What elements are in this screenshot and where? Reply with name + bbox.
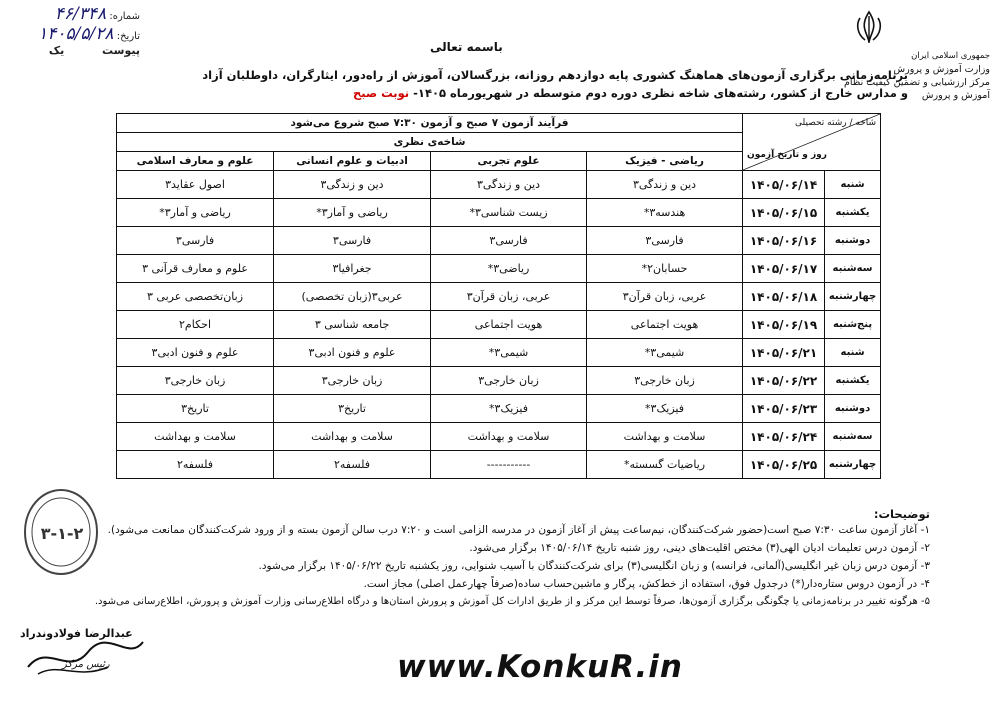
title-line-1: برنامه‌زمانی برگزاری آزمون‌های هماهنگ کشوری پایه دوازدهم روزانه، بزرگسالان، آموزش از راه‌دور، ایثارگران، داوطلبان آزاد [202,68,908,82]
note-item: ۳- آزمون درس زبان غیر انگلیسی(آلمانی، فرانسه) و زبان انگلیسی(۳) برای شرکت‌کنندگان با آسیب شنوایی، روز یکشنبه تاریخ ۱۴۰۵/۰۶/۲۲ برگزار می‌شود. [258,560,930,572]
notes-title: توضیحات: [873,507,930,521]
subject-cell: فیزیک۳* [587,395,743,423]
subject-cell: سلامت و بهداشت [274,423,431,451]
subject-cell: ریاضی و آمار۳* [274,199,431,227]
subject-cell: هندسه۳* [587,199,743,227]
title-line-2 [118,84,908,102]
signatory-name: عبدالرضا فولادوندراد [20,627,133,640]
date-cell: ۱۴۰۵/۰۶/۱۶ [743,227,825,255]
subject-cell: تاریخ۳ [274,395,431,423]
date-cell: ۱۴۰۵/۰۶/۱۵ [743,199,825,227]
note-item: ۴- در آزمون دروس ستاره‌دار(*) درجدول فوق، استفاده از خط‌کش، پرگار و ماشین‌حساب ساده(صرفاً چهارعمل اصلی) مجاز است. [363,578,930,590]
subject-cell: سلامت و بهداشت [431,423,587,451]
table-header-process-row [117,114,881,133]
table-row [117,339,881,367]
signatory-title: رئیس مرکز [62,659,110,670]
subject-cell: زبان خارجی۳ [274,367,431,395]
subject-cell: حسابان۲* [587,255,743,283]
column-header-experimental-sciences: علوم تجربی [431,152,587,171]
subject-cell: سلامت و بهداشت [117,423,274,451]
subject-cell: تاریخ۳ [117,395,274,423]
subject-cell: زبان‌تخصصی عربی ۳ [117,283,274,311]
stamp-number: ۳-۱-۲ [40,524,84,543]
day-cell: شنبه [825,339,881,367]
subject-cell: فارسی۳ [274,227,431,255]
date-cell: ۱۴۰۵/۰۶/۱۴ [743,171,825,199]
table-corner-cell [743,114,881,171]
table-row [117,171,881,199]
letter-date-label: تاریخ: [116,31,140,42]
table-row [117,283,881,311]
note-item: ۱- آغاز آزمون ساعت ۷:۳۰ صبح است(حضور شرکت‌کنندگان، نیم‌ساعت پیش از آغاز آزمون در مدرسه الزامی است و ۷:۲۰ درب سالن آزمون بسته و از ورود شرکت‌کنندگان ممانعت می‌شود). [107,524,930,536]
subject-cell: علوم و فنون ادبی۳ [117,339,274,367]
letter-number-value: ۴۶/۳۴۸ [54,4,107,24]
subject-cell: شیمی۳* [431,339,587,367]
date-cell: ۱۴۰۵/۰۶/۲۴ [743,423,825,451]
letter-number-label: شماره: [109,11,140,22]
subject-cell: سلامت و بهداشت [587,423,743,451]
corner-date-label: روز و تاریخ آزمون [747,150,827,160]
letter-attachment [10,44,140,57]
org-line-center: مرکز ارزشیابی و تضمین کیفیت نظام آموزش و پرورش [844,77,990,101]
subject-cell: زیست شناسی۳* [431,199,587,227]
letter-meta [6,2,146,62]
subject-cell: فارسی۳ [117,227,274,255]
table-row [117,227,881,255]
subject-cell: علوم و فنون ادبی۳ [274,339,431,367]
org-line-ministry: وزارت آموزش و پرورش [893,64,990,75]
subject-cell: جغرافیا۳ [274,255,431,283]
subject-cell: عربی۳(زبان تخصصی) [274,283,431,311]
day-cell: دوشنبه [825,395,881,423]
letter-number [10,4,140,24]
subject-cell: فلسفه۲ [117,451,274,479]
subject-cell: فارسی۳ [431,227,587,255]
date-cell: ۱۴۰۵/۰۶/۲۵ [743,451,825,479]
date-cell: ۱۴۰۵/۰۶/۲۲ [743,367,825,395]
iran-emblem-icon [853,10,885,46]
column-header-islamic-sciences: علوم و معارف اسلامی [117,152,274,171]
website-watermark: www.KonkuR.in [396,649,683,685]
day-cell: چهارشنبه [825,451,881,479]
column-header-math-physics: ریاضی - فیزیک [587,152,743,171]
date-cell: ۱۴۰۵/۰۶/۱۹ [743,311,825,339]
day-cell: شنبه [825,171,881,199]
subject-cell: فیزیک۳* [431,395,587,423]
subject-cell: شیمی۳* [587,339,743,367]
subject-cell: فارسی۳ [587,227,743,255]
table-row [117,199,881,227]
letter-date-value: ۱۴۰۵/۵/۲۸ [38,24,114,44]
day-cell: سه‌شنبه [825,255,881,283]
table-row [117,395,881,423]
subject-cell: اصول عقاید۳ [117,171,274,199]
subject-cell: دین و زندگی۳ [587,171,743,199]
letter-attachment-value: یک [48,44,65,57]
title-shift-label: نوبت صبح [353,86,410,100]
note-item: ۲- آزمون درس تعلیمات ادیان الهی(۳) مختص اقلیت‌های دینی، روز شنبه تاریخ ۱۴۰۵/۰۶/۱۴ برگزار می‌شود. [469,542,930,554]
note-item: ۵- هرگونه تغییر در برنامه‌زمانی یا چگونگی برگزاری آزمون‌ها، صرفاً توسط این مرکز و از طریق ادارات کل آموزش و پرورش استان‌ها و درگاه اطلاع‌رسانی وزارت آموزش و پرورش، اطلاع‌رسانی می‌شود. [94,596,930,607]
subject-cell: عربی، زبان قرآن۳ [431,283,587,311]
subject-cell: ----------- [431,451,587,479]
exam-schedule-table [116,113,881,479]
notes-list [60,521,930,611]
letter-date [10,24,140,44]
subject-cell: جامعه شناسی ۳ [274,311,431,339]
subject-cell: هویت اجتماعی [431,311,587,339]
subject-cell: هویت اجتماعی [587,311,743,339]
day-cell: چهارشنبه [825,283,881,311]
bismillah: باسمه تعالی [430,40,503,54]
subject-cell: عربی، زبان قرآن۳ [587,283,743,311]
table-row [117,423,881,451]
subject-cell: ریاضی و آمار۳* [117,199,274,227]
title-line-2-main: و مدارس خارج از کشور، رشته‌های شاخه نظری دوره دوم متوسطه در شهریورماه ۱۴۰۵- [413,86,908,100]
column-header-humanities: ادبیات و علوم انسانی [274,152,431,171]
subject-cell: زبان خارجی۳ [117,367,274,395]
subject-cell: ریاضی۳* [431,255,587,283]
subject-cell: فلسفه۲ [274,451,431,479]
corner-branch-label: شاخه / رشته تحصیلی [795,118,877,128]
corner-diagonal-line [743,114,880,170]
branch-label: شاخه‌ی نظری [117,133,743,152]
subject-cell: زبان خارجی۳ [431,367,587,395]
date-cell: ۱۴۰۵/۰۶/۱۷ [743,255,825,283]
table-row [117,367,881,395]
subject-cell: احکام۲ [117,311,274,339]
date-cell: ۱۴۰۵/۰۶/۱۸ [743,283,825,311]
date-cell: ۱۴۰۵/۰۶/۲۳ [743,395,825,423]
table-row [117,311,881,339]
day-cell: پنج‌شنبه [825,311,881,339]
day-cell: دوشنبه [825,227,881,255]
table-row [117,451,881,479]
letter-attachment-label: پیوست [102,44,140,57]
document-title [118,66,908,102]
subject-cell: دین و زندگی۳ [274,171,431,199]
date-cell: ۱۴۰۵/۰۶/۲۱ [743,339,825,367]
subject-cell: دین و زندگی۳ [431,171,587,199]
subject-cell: علوم و معارف قرآنی ۳ [117,255,274,283]
day-cell: سه‌شنبه [825,423,881,451]
subject-cell: ریاضیات گسسته* [587,451,743,479]
day-cell: یکشنبه [825,199,881,227]
org-line-country: جمهوری اسلامی ایران [911,51,990,61]
process-note: فرآیند آزمون ۷ صبح و آزمون ۷:۳۰ صبح شروع می‌شود [117,114,743,133]
subject-cell: زبان خارجی۳ [587,367,743,395]
day-cell: یکشنبه [825,367,881,395]
table-row [117,255,881,283]
